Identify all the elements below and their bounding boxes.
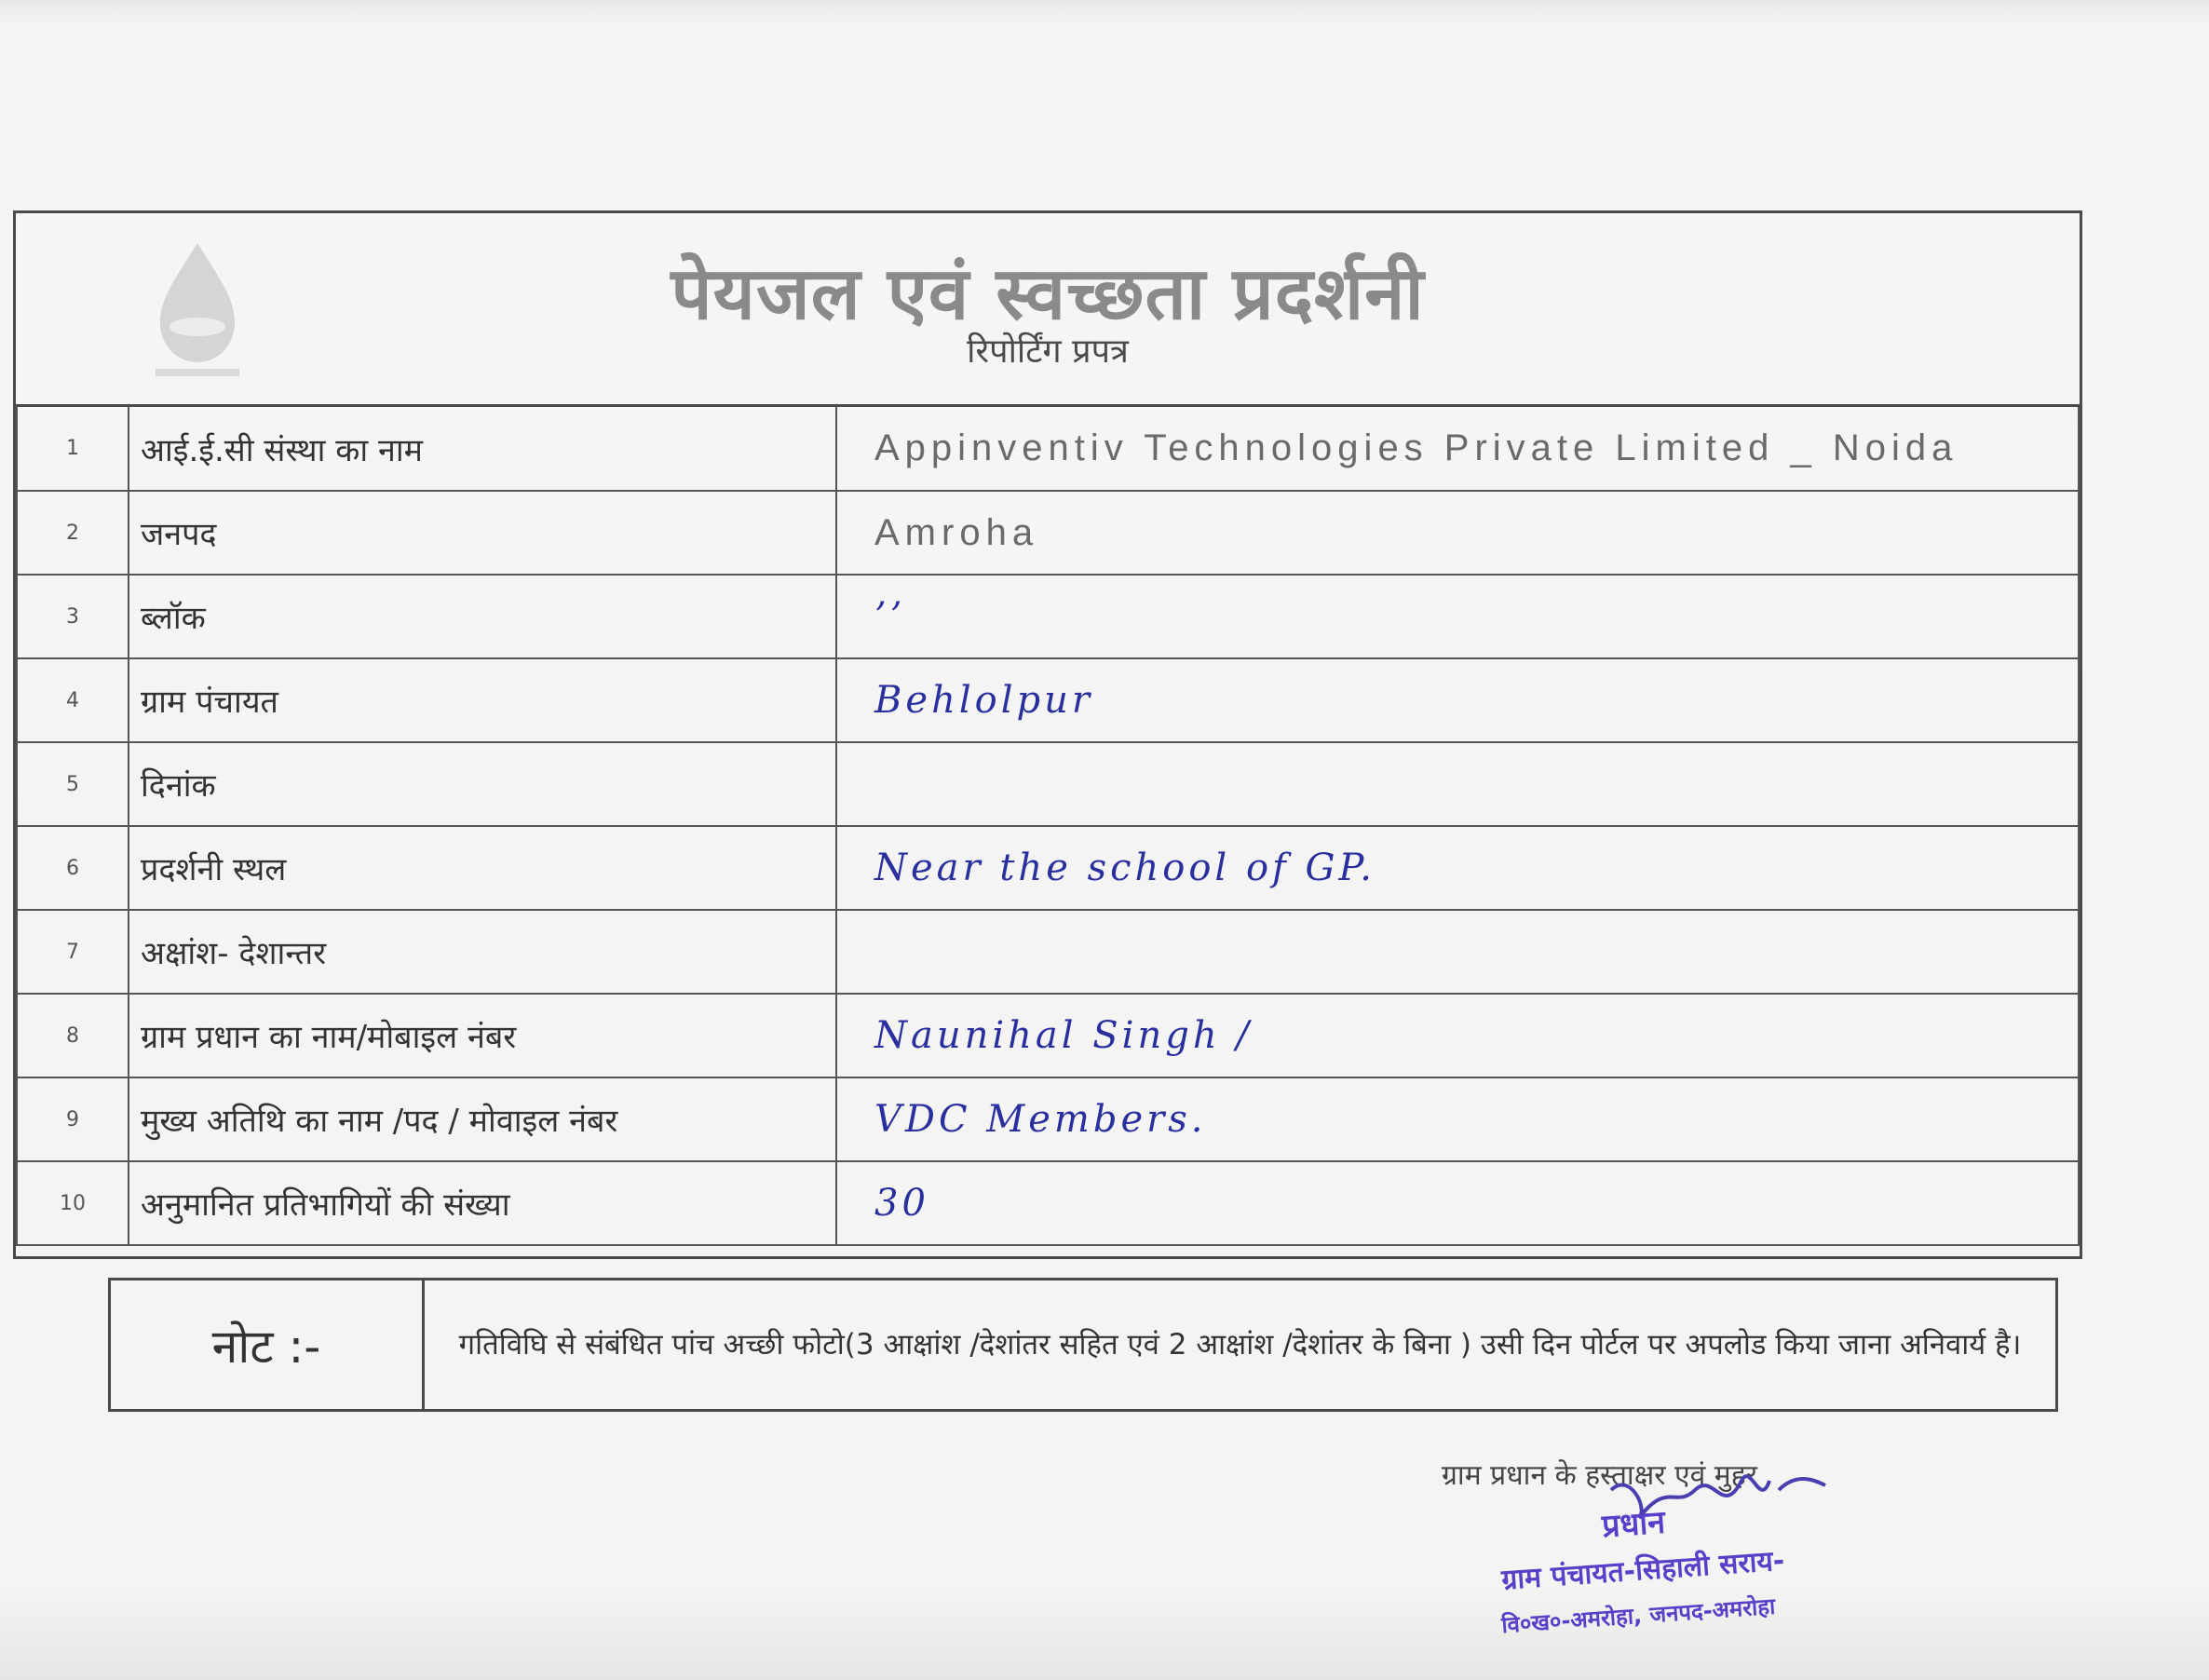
- note-box: [108, 1278, 2058, 1412]
- table-row: [17, 910, 2079, 994]
- row-value: Behlolpur: [836, 658, 2079, 742]
- table-row: [17, 826, 2079, 910]
- table-row: [17, 575, 2079, 658]
- table-row: [17, 742, 2079, 826]
- row-number: 10: [17, 1161, 129, 1245]
- row-value: Naunihal Singh /: [836, 994, 2079, 1077]
- form-header: [16, 213, 2080, 407]
- row-value: 30: [836, 1161, 2079, 1245]
- row-value: VDC Members.: [836, 1077, 2079, 1161]
- form-table: [16, 407, 2080, 1246]
- row-number: 3: [17, 575, 129, 658]
- note-text: गतिविघि से संबंधित पांच अच्छी फोटो(3 आक्षांश /देशांतर सहित एवं 2 आक्षांश /देशांतर के बिना ) उसी दिन पोर्टल पर अपलोड किया जाना अनिवार्य है।: [458, 1328, 2022, 1362]
- table-row: [17, 1077, 2079, 1161]
- row-number: 6: [17, 826, 129, 910]
- table-row: [17, 491, 2079, 575]
- row-label: जनपद: [129, 491, 836, 575]
- form-subtitle: रिपोर्टिंग प्रपत्र: [967, 332, 1129, 371]
- row-label: ग्राम पंचायत: [129, 658, 836, 742]
- row-number: 7: [17, 910, 129, 994]
- row-value: Appinventiv Technologies Private Limited _ Noida: [836, 407, 2079, 491]
- row-number: 9: [17, 1077, 129, 1161]
- row-number: 1: [17, 407, 129, 491]
- stamp-line-2: वि०ख०-अमरोहा, जनपद-अमरोहा: [1500, 1592, 1777, 1639]
- row-label: आई.ई.सी संस्था का नाम: [129, 407, 836, 491]
- note-label: नोट :-: [111, 1280, 425, 1409]
- row-label: अनुमानित प्रतिभागियों की संख्या: [129, 1161, 836, 1245]
- row-value: Near the school of GP.: [836, 826, 2079, 910]
- reporting-form: [13, 210, 2082, 1259]
- row-label: ग्राम प्रधान का नाम/मोबाइल नंबर: [129, 994, 836, 1077]
- row-value: ’’: [836, 575, 2079, 658]
- table-row: [17, 1161, 2079, 1245]
- row-label: ब्लॉक: [129, 575, 836, 658]
- row-value: [836, 742, 2079, 826]
- row-number: 8: [17, 994, 129, 1077]
- row-number: 4: [17, 658, 129, 742]
- table-row: [17, 407, 2079, 491]
- signature-caption: ग्राम प्रधान के हस्ताक्षर एवं मुहर: [1442, 1459, 1757, 1492]
- form-title: पेयजल एवं स्वच्छता प्रदर्शनी: [671, 251, 1425, 336]
- row-value: [836, 910, 2079, 994]
- row-label: अक्षांश- देशान्तर: [129, 910, 836, 994]
- table-row: [17, 994, 2079, 1077]
- row-label: दिनांक: [129, 742, 836, 826]
- stamp-line-1: ग्राम पंचायत-सिहाली सराय-: [1500, 1544, 1786, 1597]
- table-row: [17, 658, 2079, 742]
- row-value: Amroha: [836, 491, 2079, 575]
- row-label: मुख्य अतिथि का नाम /पद / मोवाइल नंबर: [129, 1077, 836, 1161]
- row-number: 2: [17, 491, 129, 575]
- stamp-title: प्रधान: [1600, 1503, 1667, 1546]
- row-number: 5: [17, 742, 129, 826]
- row-label: प्रदर्शनी स्थल: [129, 826, 836, 910]
